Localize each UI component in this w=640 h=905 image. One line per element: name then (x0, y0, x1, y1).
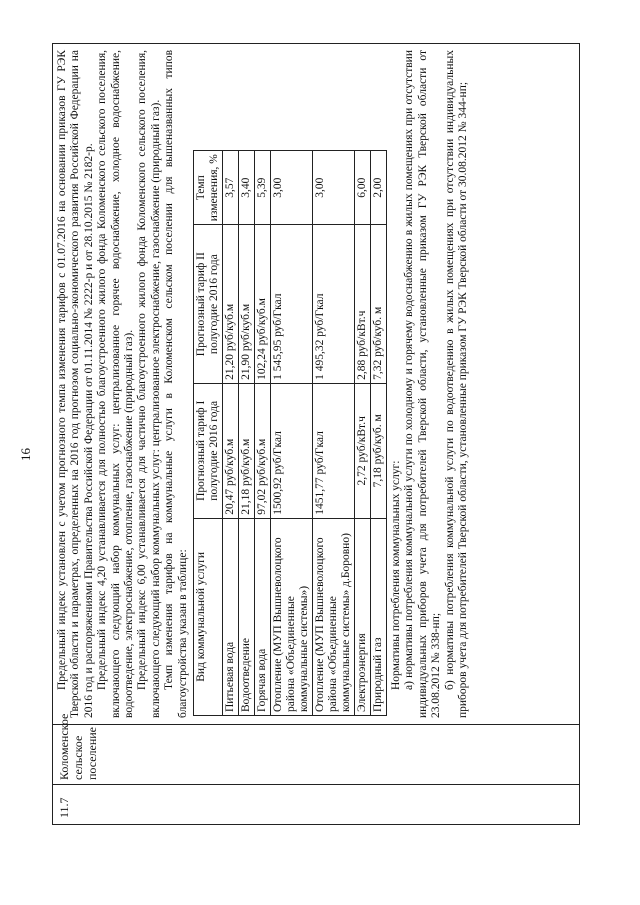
norms-paragraph: б) нормативы потребления коммунальной услуги по водоотведению в жилых помещениях при отсутствии индивидуальных приборов учета для потребителей Тверской области, установленные приказом ГУ РЭК Тверской области от 30.08.2012 № 344-нп; (443, 50, 470, 718)
cell-tariff-h1: 2,72 руб/кВт.ч (355, 383, 371, 518)
cell-tariff-h1: 1451,77 руб/Гкал (313, 383, 355, 518)
cell-rate: 2,00 (371, 151, 387, 225)
cell-tariff-h1: 97,02 руб/куб.м (255, 383, 271, 518)
table-row (371, 151, 387, 716)
cell-service: Природный газ (371, 518, 387, 715)
cell-service: Электроэнергия (355, 518, 371, 715)
cell-service: Отопление (МУП Вышневолоцкого района «Объединенные коммунальные системы») (271, 518, 313, 715)
settlement-name-line: сельское (71, 735, 85, 780)
table-header-row (194, 151, 223, 716)
cell-tariff-h2: 1 495,32 руб/Гкал (313, 225, 355, 384)
cell-service: Отопление (МУП Вышневолоцкого района «Объединенные коммунальные системы» д.Боровно) (313, 518, 355, 715)
cell-tariff-h2: 21,20 руб/куб.м (223, 225, 239, 384)
intro-paragraph: Предельный индекс 6,00 устанавливается для частично благоустроенного жилого фонда Коломенского сельского поселения, включающего следующий набор коммунальных услуг: централизованное электроснабжение, газоснабжение (природный газ). (136, 50, 162, 718)
norms-paragraph: а) нормативы потребления коммунальной услуги по холодному и горячему водоснабжению в жилых помещениях при отсутствии индивидуальных приборов учета для потребителей Тверской области, установленные приказом ГУ РЭК Тверской области от 23.08.2012 № 338-нп; (403, 50, 443, 718)
cell-rate: 6,00 (355, 151, 371, 225)
cell-service: Водоотведение (239, 518, 255, 715)
cell-tariff-h2: 21,90 руб/куб.м (239, 225, 255, 384)
entry-number: 11.7 (53, 784, 579, 824)
cell-tariff-h1: 1500,92 руб/Гкал (271, 383, 313, 518)
page-number: 16 (18, 448, 33, 461)
cell-tariff-h1: 20,47 руб/куб.м (223, 383, 239, 518)
cell-service: Питьевая вода (223, 518, 239, 715)
document-table-frame (52, 43, 580, 825)
cell-rate: 5,39 (255, 151, 271, 225)
header-rate: Темп изменения, % (194, 151, 223, 225)
table-row (355, 151, 371, 716)
norms-heading: Нормативы потребления коммунальных услуг: (390, 460, 403, 690)
intro-paragraph: Темп изменения тарифов на коммунальные услуги в Коломенском сельском поселении для вышеназванных типов благоустройства указан в таблице: (163, 50, 189, 718)
cell-rate: 3,40 (239, 151, 255, 225)
cell-tariff-h2: 102,24 руб/куб.м (255, 225, 271, 384)
entry-description (53, 44, 579, 724)
table-row (223, 151, 239, 716)
cell-service: Горячая вода (255, 518, 271, 715)
tariff-table (193, 150, 387, 716)
header-service: Вид коммунальной услуги (194, 518, 223, 715)
intro-paragraph: Предельный индекс установлен с учетом прогнозного темпа изменения тарифов с 01.07.2016 на основании приказов ГУ РЭК Тверской области и параметрах, определенных на 2016 год прогнозом социально-экономического развития Российской Федерации на 2016 год и распоряжениями Правительства Российской Федерации от 01.11.2014 № 2222-р и от 28.10.2015 № 2182-р. (56, 50, 95, 718)
settlement-name-line: Коломенское (57, 713, 71, 780)
intro-paragraph: Предельный индекс 4,20 устанавливается для полностью благоустроенного жилого фонда Коломенского сельского поселения, включающего следующий набор коммунальных услуг: централизованное горячее водоснабжение, холодное водоснабжение, водоотведение, электроснабжение, отопление, газоснабжение (природный газ). (96, 50, 136, 718)
table-row (255, 151, 271, 716)
cell-rate: 3,00 (313, 151, 355, 225)
cell-tariff-h2: 2,88 руб/кВт.ч (355, 225, 371, 384)
cell-tariff-h1: 7,18 руб/куб. м (371, 383, 387, 518)
cell-tariff-h2: 7,32 руб/куб. м (371, 225, 387, 384)
cell-rate: 3,57 (223, 151, 239, 225)
table-row (239, 151, 255, 716)
table-row (313, 151, 355, 716)
cell-tariff-h2: 1 545,95 руб/Гкал (271, 225, 313, 384)
header-tariff-h1: Прогнозный тариф I полугодие 2016 года (194, 383, 223, 518)
header-tariff-h2: Прогнозный тариф II полугодие 2016 года (194, 225, 223, 384)
cell-rate: 3,00 (271, 151, 313, 225)
table-row (271, 151, 313, 716)
settlement-name (53, 713, 579, 784)
settlement-name-line: поселение (85, 726, 99, 780)
cell-tariff-h1: 21,18 руб/куб.м (239, 383, 255, 518)
